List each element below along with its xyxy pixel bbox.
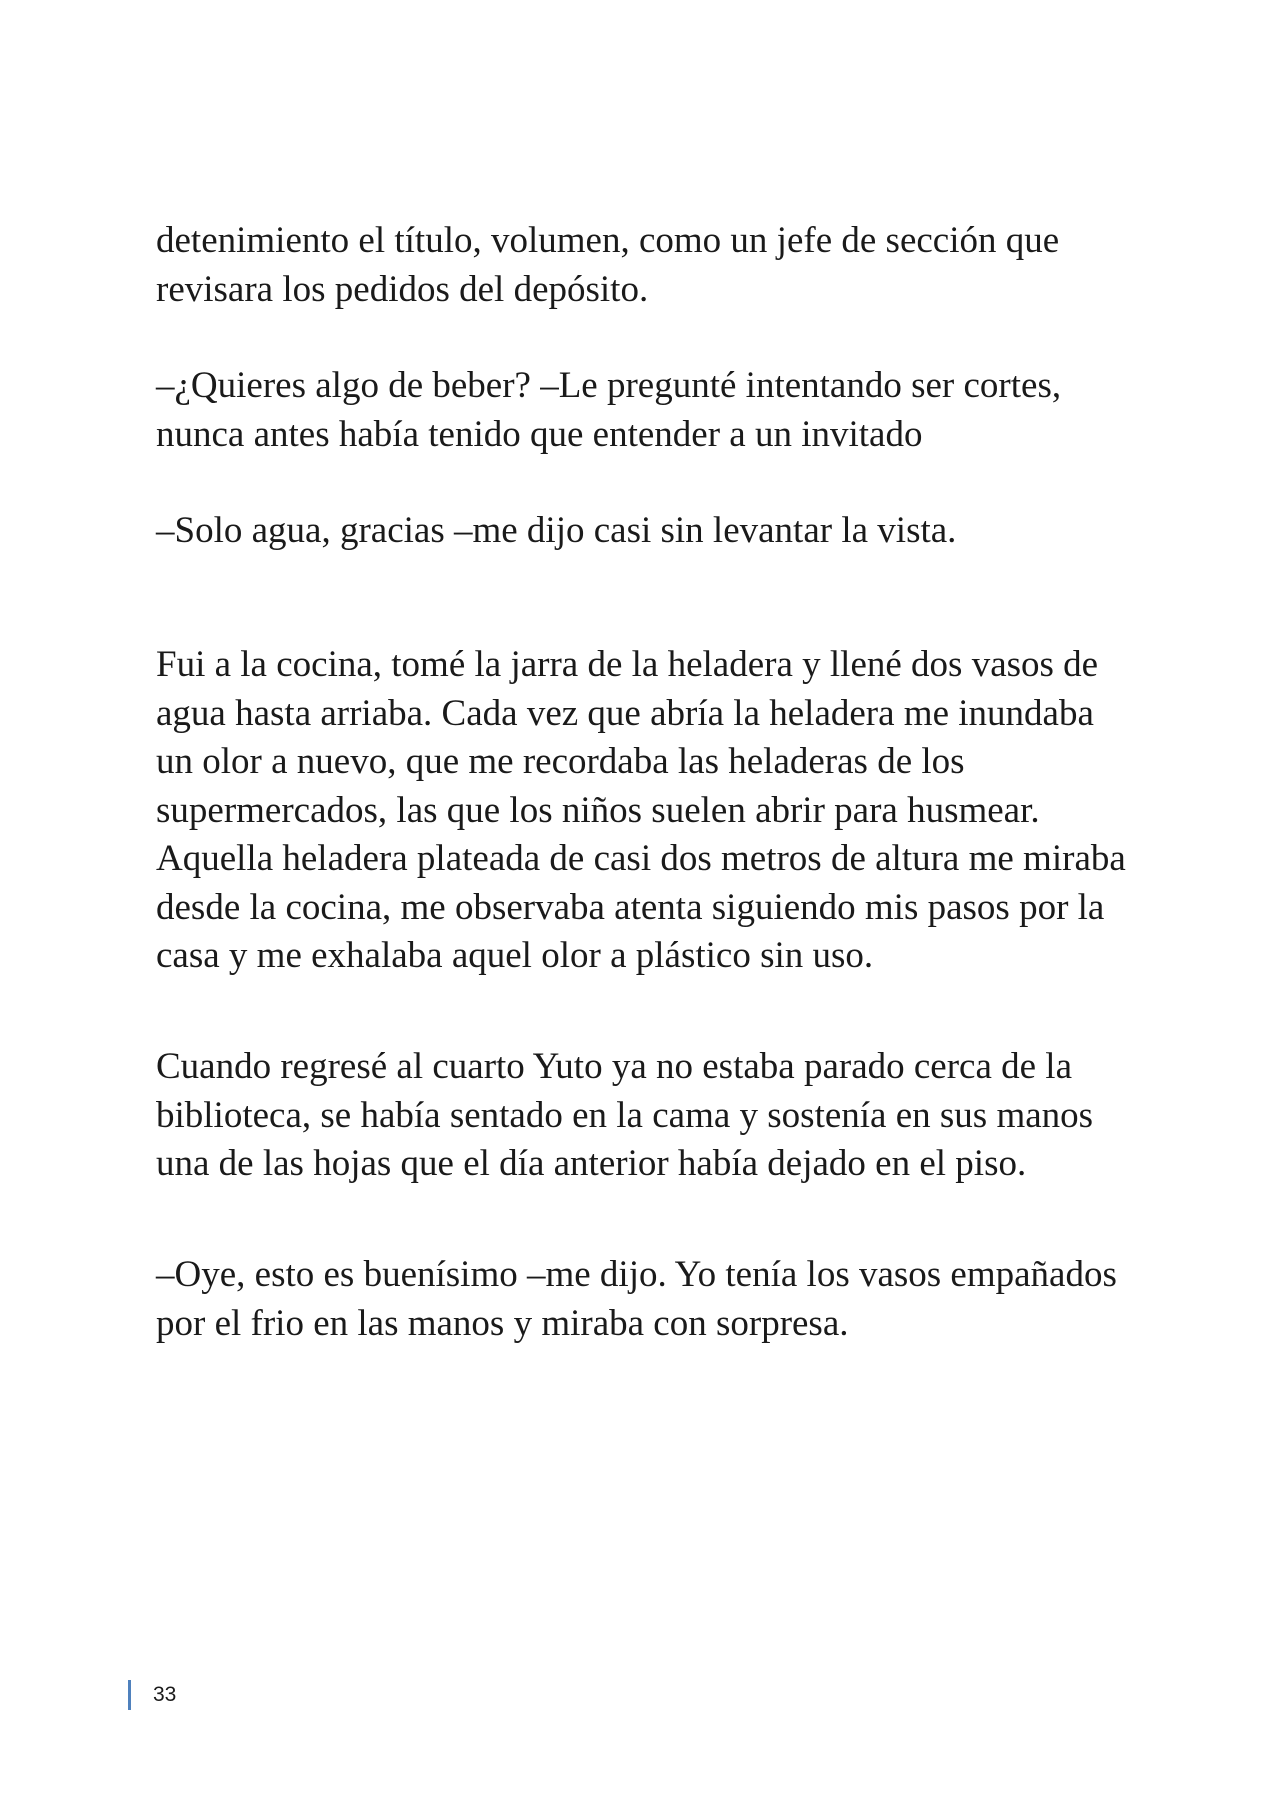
paragraph: Cuando regresé al cuarto Yuto ya no estaba parado cerca de la biblioteca, se había sentado en la cama y sostenía en sus manos una de las hojas que el día anterior había dejado en el piso.	[156, 1046, 1094, 1184]
footer-accent-bar	[128, 1680, 131, 1710]
paragraph: –Oye, esto es buenísimo –me dijo. Yo tenía los vasos empañados por el frio en las manos y miraba con sorpresa.	[156, 1254, 1117, 1344]
page-footer	[128, 1680, 176, 1710]
paragraph: –¿Quieres algo de beber? –Le pregunté intentando ser cortes, nunca antes había tenido que entender a un invitado	[156, 365, 1062, 455]
paragraph: detenimiento el título, volumen, como un jefe de sección que revisara los pedidos del depósito.	[156, 220, 1060, 310]
page-number: 33	[153, 1683, 177, 1706]
paragraph: Fui a la cocina, tomé la jarra de la heladera y llené dos vasos de agua hasta arriaba. Cada vez que abría la heladera me inundaba un olor a nuevo, que me recordaba las heladeras de los supermercados, las que los niños suelen abrir para husmear. Aquella heladera plateada de casi dos metros de altura me miraba desde la cocina, me observaba atenta siguiendo mis pasos por la casa y me exhalaba aquel olor a plástico sin uso.	[156, 644, 1126, 976]
paragraph: –Solo agua, gracias –me dijo casi sin levantar la vista.	[156, 510, 957, 551]
